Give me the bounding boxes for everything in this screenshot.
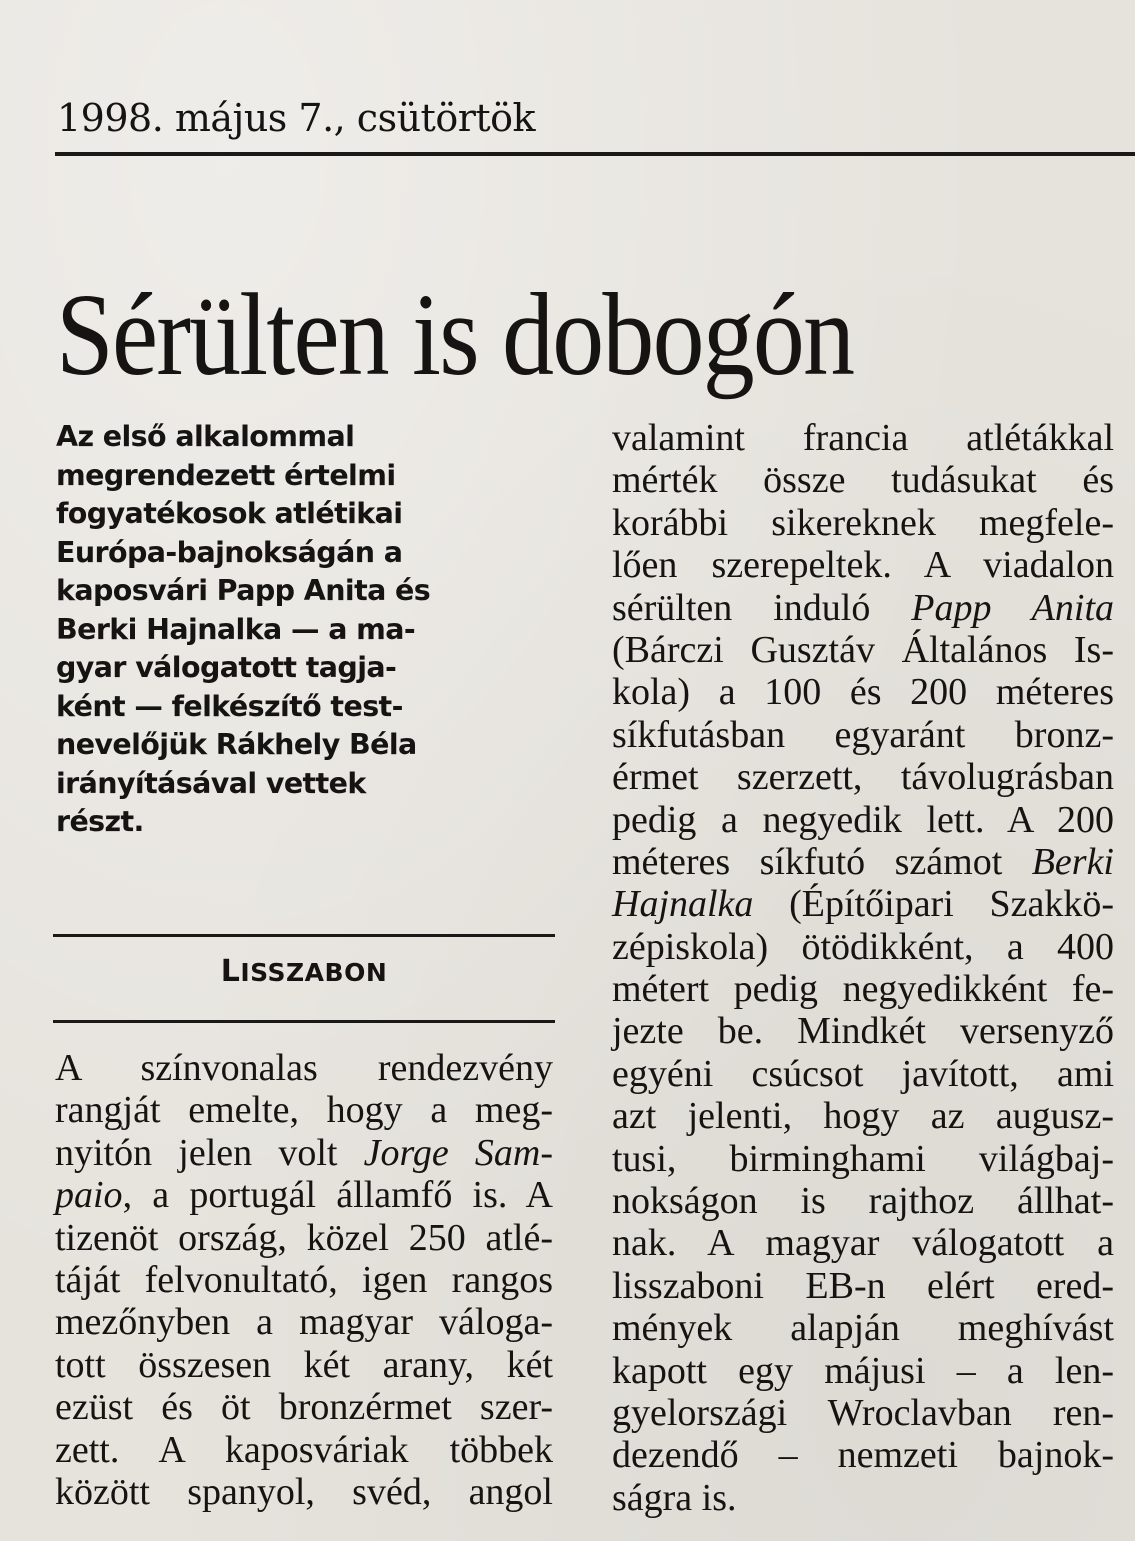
- lead-line: fogyatékosok atlétikai: [56, 497, 403, 530]
- body-line: lően szerepeltek. A viadalon: [612, 544, 1114, 587]
- lead-line: gyar válogatott tagja-: [56, 651, 397, 684]
- body-line: egyéni csúcsot javított, ami: [612, 1052, 1114, 1095]
- lead-line: Európa-bajnokságán a: [56, 535, 403, 569]
- article-headline: Sérülten is dobogón: [56, 269, 854, 400]
- dateline: [53, 954, 555, 989]
- page-date: 1998. május 7., csütörtök: [57, 96, 536, 140]
- dateline-rule-top: [53, 934, 555, 937]
- body-line: métert pedig negyedikként fe-: [612, 968, 1114, 1011]
- body-column-2: [612, 417, 1114, 1519]
- body-line: azt jelenti, hogy az augusz-: [612, 1095, 1114, 1138]
- body-line: sérülten induló Papp Anita: [612, 586, 1114, 629]
- dateline-rest: ISSZABON: [240, 958, 388, 987]
- body-line: tusi, birminghami világbaj-: [612, 1137, 1114, 1180]
- lead-line: Az első alkalommal: [56, 420, 355, 453]
- lead-line: kaposvári Papp Anita és: [56, 574, 431, 607]
- body-line: zett. A kaposváriak többek: [55, 1428, 553, 1471]
- body-line: síkfutásban egyaránt bronz-: [612, 713, 1114, 756]
- body-line: Hajnalka (Építőipari Szakkö-: [612, 883, 1114, 926]
- body-line: méteres síkfutó számot Berki: [612, 840, 1114, 883]
- body-line: érmet szerzett, távolugrásban: [612, 756, 1114, 799]
- dateline-initial: L: [220, 954, 241, 989]
- body-line: nokságon is rajthoz állhat-: [612, 1180, 1114, 1223]
- body-line: valamint francia atlétákkal: [612, 417, 1114, 459]
- body-line: mérték össze tudásukat és: [612, 459, 1114, 502]
- body-line: kapott egy májusi – a len-: [612, 1349, 1114, 1392]
- lead-line: Berki Hajnalka — a ma-: [56, 612, 416, 646]
- body-line: paio, a portugál államfő is. A: [55, 1174, 553, 1217]
- body-line: jezte be. Mindkét versenyző: [612, 1010, 1114, 1053]
- body-line: mények alapján meghívást: [612, 1307, 1114, 1350]
- body-line: kola) a 100 és 200 méteres: [612, 671, 1114, 714]
- body-line: pedig a negyedik lett. A 200: [612, 798, 1114, 841]
- header-rule: [55, 152, 1135, 156]
- body-line: tott összesen két arany, két: [55, 1343, 553, 1386]
- body-line: rangját emelte, hogy a meg-: [55, 1089, 553, 1132]
- body-line: mezőnyben a magyar váloga-: [55, 1301, 553, 1344]
- lead-line: irányításával vettek: [56, 766, 366, 800]
- lead-line: megrendezett értelmi: [56, 458, 396, 492]
- body-line: A színvonalas rendezvény: [55, 1047, 553, 1089]
- body-line: nak. A magyar válogatott a: [612, 1222, 1114, 1265]
- dateline-rule-bottom: [53, 1020, 555, 1023]
- body-line: (Bárczi Gusztáv Általános Is-: [612, 628, 1114, 671]
- body-line: zépiskola) ötödikként, a 400: [612, 925, 1114, 968]
- body-line: ezüst és öt bronzérmet szer-: [55, 1386, 553, 1429]
- body-line: gyelországi Wroclavban ren-: [612, 1391, 1114, 1434]
- body-line: táját felvonultató, igen rangos: [55, 1258, 553, 1301]
- lead-line: ként — felkészítő test-: [56, 689, 403, 723]
- body-line: ságra is.: [612, 1476, 737, 1519]
- body-line: között spanyol, svéd, angol: [55, 1470, 553, 1513]
- lead-line: részt.: [56, 805, 144, 838]
- body-line: lisszaboni EB-n elért ered-: [612, 1264, 1114, 1307]
- body-line: tizenöt ország, közel 250 atlé-: [55, 1216, 553, 1259]
- body-line: korábbi sikereknek megfele-: [612, 501, 1114, 544]
- body-line: nyitón jelen volt Jorge Sam-: [55, 1131, 553, 1174]
- body-line: dezendő – nemzeti bajnok-: [612, 1434, 1114, 1477]
- lead-line: nevelőjük Rákhely Béla: [56, 728, 417, 761]
- body-column-1: [55, 1047, 553, 1513]
- article-lead: [56, 418, 556, 842]
